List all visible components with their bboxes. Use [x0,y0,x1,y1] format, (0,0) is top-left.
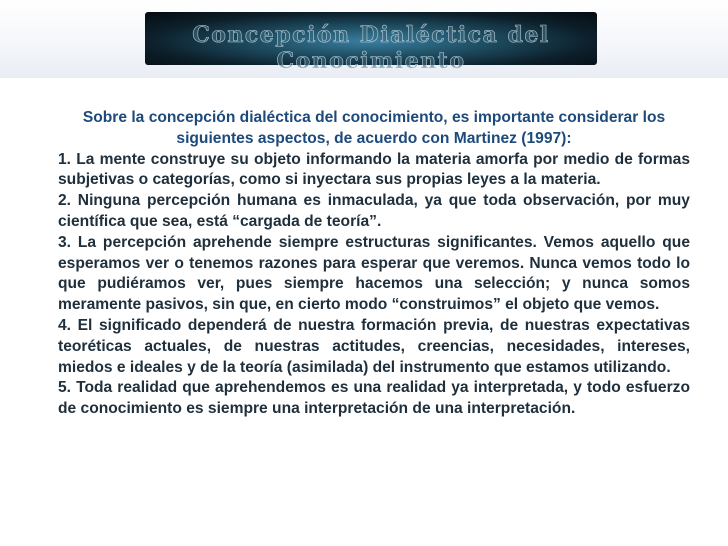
point-2: 2. Ninguna percepción humana es inmaculada, ya que toda observación, por muy científica que sea, está “cargada de teoría”. [58,192,690,230]
point-1: 1. La mente construye su objeto informando la materia amorfa por medio de formas subjetivas o categorías, como si inyectara sus propias leyes a la materia. [58,150,690,189]
slide-body [58,108,690,420]
title-banner [145,12,597,74]
slide-title: Concepción Dialéctica del Conocimiento [192,22,550,74]
point-5: 5. Toda realidad que aprehendemos es una realidad ya interpretada, y todo esfuerzo de conocimiento es siempre una interpretación de una interpretación. [58,379,690,418]
point-4: 4. El significado dependerá de nuestra formación previa, de nuestras expectativas teoréticas actuales, de nuestras actitudes, creencias, necesidades, intereses, miedos e ideales y de la teoría (asimilada) del instrumento que estamos utilizando. [58,316,690,376]
point-3: 3. La percepción aprehende siempre estructuras significantes. Vemos aquello que esperamos ver o tenemos razones para esperar que veremos. Nunca vemos todo lo que pudiéramos ver, pues siempre hacemos una selección; y nunca somos meramente pasivos, sin que, en cierto modo “construimos” el objeto que vemos. [58,233,690,314]
intro-text: Sobre la concepción dialéctica del conocimiento, es importante considerar los siguientes aspectos, de acuerdo con Martinez (1997): [82,109,666,147]
